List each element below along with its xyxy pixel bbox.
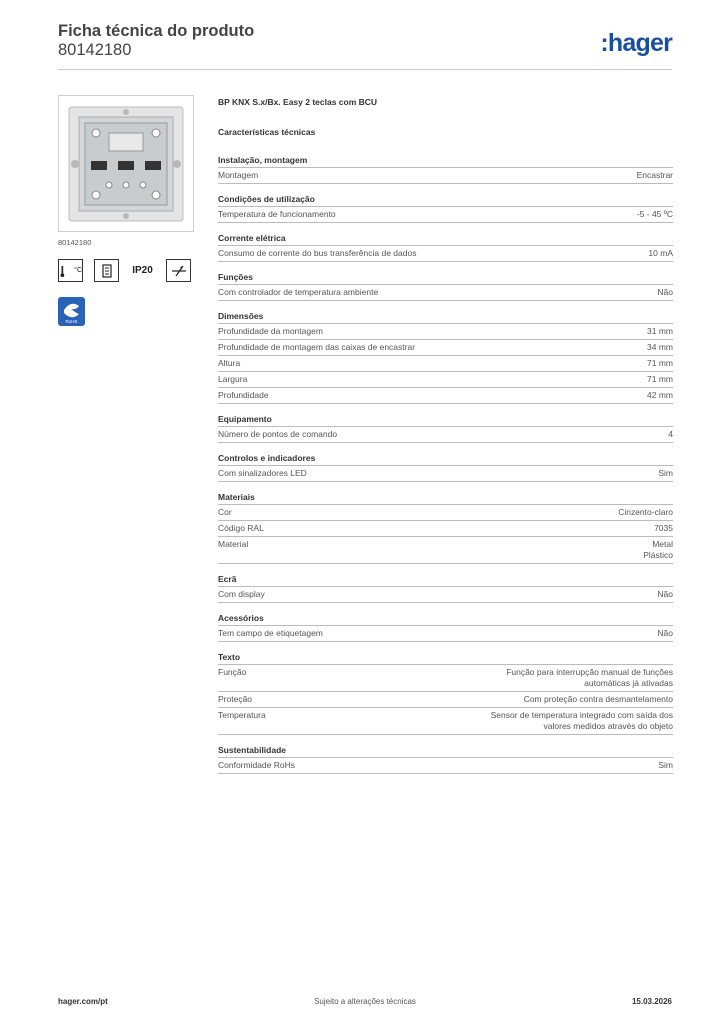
spec-value-line: valores medidos através do objeto	[543, 721, 673, 731]
spec-value	[658, 468, 673, 479]
spec-group-title: Sustentabilidade	[218, 745, 673, 758]
spec-value-line: 7035	[654, 523, 673, 533]
spec-row	[218, 692, 673, 708]
spec-column	[218, 97, 673, 784]
spec-label: Profundidade	[218, 390, 269, 400]
spec-value-line: Com proteção contra desmantelamento	[523, 694, 673, 704]
spec-group	[218, 492, 673, 564]
spec-label: Profundidade de montagem das caixas de encastrar	[218, 342, 416, 352]
spec-label: Cor	[218, 507, 232, 517]
spec-row	[218, 758, 673, 774]
spec-row	[218, 665, 673, 692]
spec-label: Largura	[218, 374, 248, 384]
spec-row	[218, 207, 673, 223]
product-code: 80142180	[58, 41, 132, 59]
spec-value	[637, 170, 673, 181]
spec-row	[218, 388, 673, 404]
spec-label: Proteção	[218, 694, 253, 704]
spec-label: Profundidade da montagem	[218, 326, 323, 336]
spec-value-line: 34 mm	[647, 342, 673, 352]
spec-group	[218, 414, 673, 443]
spec-value	[506, 667, 673, 689]
spec-group	[218, 194, 673, 223]
push-button-module-illustration	[63, 101, 189, 227]
spec-row	[218, 372, 673, 388]
spec-group	[218, 652, 673, 735]
spec-label: Número de pontos de comando	[218, 429, 338, 439]
spec-value-line: Não	[657, 589, 673, 599]
spec-group-title: Acessórios	[218, 613, 673, 626]
spec-value	[647, 358, 673, 369]
spec-group-title: Materiais	[218, 492, 673, 505]
spec-value	[657, 589, 673, 600]
spec-group-title: Corrente elétrica	[218, 233, 673, 246]
spec-value	[647, 374, 673, 385]
spec-value	[491, 710, 673, 732]
spec-row	[218, 708, 673, 735]
certification-icons	[58, 259, 198, 282]
spec-row	[218, 356, 673, 372]
spec-label: Temperatura	[218, 710, 266, 720]
spec-row	[218, 626, 673, 642]
spec-label: Conformidade RoHs	[218, 760, 296, 770]
spec-row	[218, 587, 673, 603]
product-name: BP KNX S.x/Bx. Easy 2 teclas com BCU	[218, 97, 378, 107]
spec-row	[218, 521, 673, 537]
spec-value-line: -5 - 45 ºC	[636, 209, 673, 219]
spec-value-line: 42 mm	[647, 390, 673, 400]
spec-label: Material	[218, 539, 249, 549]
spec-value-line: Sim	[658, 760, 673, 770]
spec-label: Com controlador de temperatura ambiente	[218, 287, 379, 297]
page-footer	[58, 997, 672, 1011]
svg-text:RoHS: RoHS	[65, 319, 78, 324]
spec-group	[218, 745, 673, 774]
spec-row	[218, 427, 673, 443]
temperature-icon: °C	[58, 259, 83, 282]
spec-value	[647, 326, 673, 337]
spec-label: Função	[218, 667, 247, 677]
rohs-eco-badge	[58, 297, 85, 326]
spec-value-line: Cinzento-claro	[618, 507, 673, 517]
spec-group-title: Dimensões	[218, 311, 673, 324]
spec-value-line: 71 mm	[647, 374, 673, 384]
spec-value	[524, 694, 673, 705]
spec-label: Tem campo de etiquetagem	[218, 628, 323, 638]
footer-date: 15.03.2026	[631, 997, 672, 1006]
sensor-symbol-icon	[166, 259, 191, 282]
spec-group	[218, 453, 673, 482]
spec-group	[218, 272, 673, 301]
spec-value	[618, 507, 673, 518]
spec-value-line: automáticas já ativadas	[584, 678, 673, 688]
product-image	[58, 95, 194, 232]
spec-value	[647, 342, 673, 353]
spec-value-line: 71 mm	[647, 358, 673, 368]
left-column	[58, 95, 198, 326]
spec-value	[643, 539, 673, 561]
image-reference: 80142180	[58, 238, 92, 247]
ip-rating-icon: IP20	[130, 259, 155, 282]
footer-disclaimer: Sujeito a alterações técnicas	[314, 997, 416, 1006]
spec-group	[218, 155, 673, 184]
spec-row	[218, 537, 673, 564]
spec-label: Com sinalizadores LED	[218, 468, 307, 478]
spec-value	[657, 628, 673, 639]
spec-group	[218, 311, 673, 404]
spec-value-line: Função para interrupção manual de funções	[506, 667, 673, 677]
spec-value-line: Sensor de temperatura integrado com saída dos	[490, 710, 673, 720]
page-header	[58, 22, 672, 70]
spec-row	[218, 285, 673, 301]
spec-groups	[218, 155, 673, 774]
spec-group-title: Equipamento	[218, 414, 673, 427]
spec-group-title: Controlos e indicadores	[218, 453, 673, 466]
hager-logo: :hager	[600, 29, 672, 57]
spec-value-line: Não	[657, 628, 673, 638]
spec-label: Montagem	[218, 170, 259, 180]
spec-value-line: 10 mA	[648, 248, 673, 258]
spec-row	[218, 246, 673, 262]
spec-value-line: 4	[668, 429, 673, 439]
spec-group	[218, 574, 673, 603]
spec-group-title: Ecrã	[218, 574, 673, 587]
footer-website[interactable]: hager.com/pt	[58, 997, 108, 1006]
spec-group	[218, 233, 673, 262]
spec-value	[657, 287, 673, 298]
spec-value	[658, 760, 673, 771]
spec-group-title: Condições de utilização	[218, 194, 673, 207]
spec-label: Consumo de corrente do bus transferência de dados	[218, 248, 417, 258]
spec-value	[648, 248, 673, 259]
spec-value	[637, 209, 673, 220]
spec-group-title: Funções	[218, 272, 673, 285]
spec-value	[654, 523, 673, 534]
spec-group-title: Texto	[218, 652, 673, 665]
page-title: Ficha técnica do produto	[58, 22, 255, 40]
spec-value	[668, 429, 673, 440]
spec-row	[218, 168, 673, 184]
device-symbol-icon	[94, 259, 119, 282]
spec-value-line: Plástico	[643, 550, 673, 560]
spec-row	[218, 324, 673, 340]
spec-group	[218, 613, 673, 642]
section-title: Características técnicas	[218, 127, 316, 137]
spec-row	[218, 466, 673, 482]
spec-label: Temperatura de funcionamento	[218, 209, 336, 219]
spec-label: Altura	[218, 358, 241, 368]
spec-group-title: Instalação, montagem	[218, 155, 673, 168]
spec-value-line: Não	[657, 287, 673, 297]
spec-row	[218, 340, 673, 356]
spec-value-line: Encastrar	[636, 170, 673, 180]
spec-label: Código RAL	[218, 523, 264, 533]
spec-label: Com display	[218, 589, 265, 599]
spec-value	[647, 390, 673, 401]
spec-value-line: Sim	[658, 468, 673, 478]
spec-value-line: 31 mm	[647, 326, 673, 336]
spec-value-line: Metal	[652, 539, 673, 549]
spec-row	[218, 505, 673, 521]
